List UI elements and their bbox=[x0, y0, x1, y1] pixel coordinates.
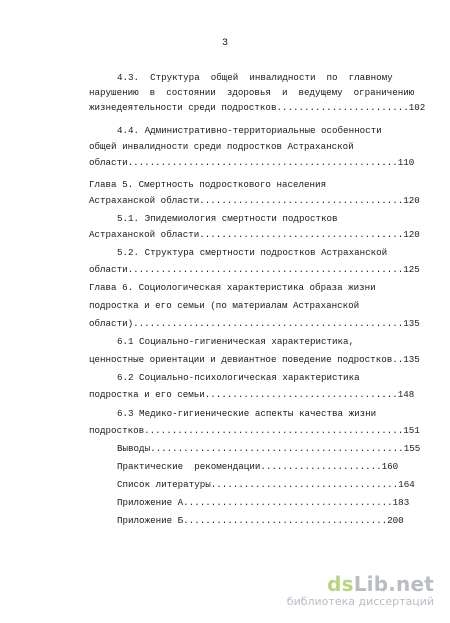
toc-line-6-3-b: подростков...............................................151 bbox=[89, 425, 420, 436]
toc-line-6-2-b: подростка и его семьи...................................148 bbox=[89, 389, 415, 400]
toc-line-6-1-a: 6.1 Социально-гигиеническая характеристика, bbox=[117, 336, 355, 347]
watermark-logo bbox=[287, 573, 434, 595]
toc-line-5-2-a: 5.2. Структура смертности подростков Астраханской bbox=[117, 247, 388, 258]
watermark-logo-suffix: Lib.net bbox=[353, 572, 434, 596]
toc-line-appendix-a: Приложение А......................................183 bbox=[117, 497, 410, 508]
toc-line-5-2-b: области..................................................125 bbox=[89, 264, 420, 275]
watermark-tagline: библиотека диссертаций bbox=[286, 595, 434, 608]
toc-line-appendix-b: Приложение Б.....................................200 bbox=[117, 515, 404, 526]
toc-line-6-3-a: 6.3 Медико-гигиенические аспекты качества жизни bbox=[117, 408, 377, 419]
toc-line-4-4-a: 4.4. Административно-территориальные особенности bbox=[117, 125, 382, 136]
toc-line-6-1-b: ценностные ориентации и девиантное поведение подростков..135 bbox=[89, 354, 420, 365]
toc-line-4-3-c: жизнедеятельности среди подростков........................102 bbox=[89, 102, 426, 113]
toc-line-ch6-c: области).................................................135 bbox=[89, 318, 420, 329]
toc-line-ch5-a: Глава 5. Смертность подросткового населения bbox=[89, 179, 327, 190]
toc-line-5-1-a: 5.1. Эпидемиология смертности подростков bbox=[117, 213, 338, 224]
toc-line-recommendations: Практические рекомендации......................160 bbox=[117, 461, 399, 472]
toc-line-4-3-b: нарушению в состоянии здоровья и ведущему ограничению bbox=[89, 87, 415, 98]
toc-line-references: Список литературы..................................164 bbox=[117, 479, 415, 490]
toc-line-4-4-b: общей инвалидности среди подростков Астраханской bbox=[89, 141, 354, 152]
toc-line-conclusions: Выводы..............................................155 bbox=[117, 443, 421, 454]
watermark bbox=[287, 573, 434, 609]
toc-line-ch6-b: подростка и его семьи (по материалам Астраханской bbox=[89, 300, 360, 311]
watermark-logo-text bbox=[327, 572, 434, 596]
toc-line-4-3-a: 4.3. Структура общей инвалидности по главному bbox=[117, 72, 393, 83]
toc-line-6-2-a: 6.2 Социально-психологическая характеристика bbox=[117, 372, 360, 383]
toc-line-4-4-c: области.................................................110 bbox=[89, 157, 415, 168]
toc-line-ch6-a: Глава 6. Социологическая характеристика образа жизни bbox=[89, 282, 376, 293]
toc-line-ch5-b: Астраханской области.....................................120 bbox=[89, 195, 420, 206]
page-number: 3 bbox=[221, 38, 228, 49]
toc-line-5-1-b: Астраханской области.....................................120 bbox=[89, 229, 420, 240]
watermark-logo-prefix: ds bbox=[327, 572, 354, 596]
